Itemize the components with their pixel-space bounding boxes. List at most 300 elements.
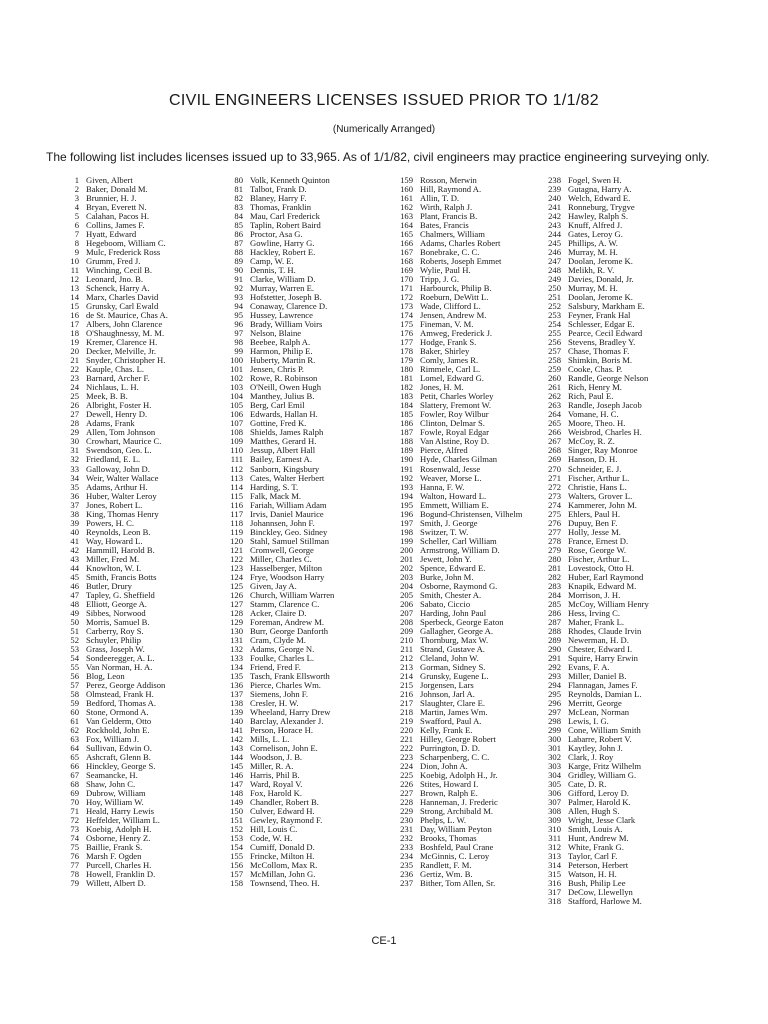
license-entry xyxy=(382,446,522,455)
license-entry xyxy=(212,519,334,528)
license-entry xyxy=(382,492,522,501)
licensee-name: Chester, Edward I. xyxy=(568,644,633,654)
licensee-name: Tapley, G. Sheffield xyxy=(86,590,155,600)
licensee-name: Cram, Clyde M. xyxy=(250,635,306,645)
license-number: 132 xyxy=(230,644,243,654)
license-entry xyxy=(382,320,522,329)
license-entry xyxy=(382,212,522,221)
license-number: 61 xyxy=(70,716,79,726)
license-entry xyxy=(538,753,649,762)
licensee-name: Jewett, John Y. xyxy=(420,554,472,564)
license-number: 155 xyxy=(230,852,243,862)
license-number: 65 xyxy=(70,753,79,762)
license-entry xyxy=(48,717,168,726)
license-entry xyxy=(538,618,649,627)
licensee-name: Crowhart, Maurice C. xyxy=(86,437,162,447)
license-entry xyxy=(538,663,649,672)
license-number: 97 xyxy=(234,329,243,339)
license-number: 222 xyxy=(400,743,413,753)
licensee-name: Taplin, Robert Baird xyxy=(250,221,321,231)
license-entry xyxy=(382,618,522,627)
license-entry xyxy=(382,519,522,528)
license-entry xyxy=(538,401,649,410)
license-entry xyxy=(538,528,649,537)
license-number: 31 xyxy=(70,446,79,456)
license-entry xyxy=(382,419,522,428)
licensee-name: Watson, H. H. xyxy=(568,870,617,880)
license-number: 192 xyxy=(400,473,413,483)
licensee-name: Gifford, Leroy D. xyxy=(568,789,629,799)
license-number: 74 xyxy=(70,834,79,844)
licensee-name: Sperbeck, George Eaton xyxy=(420,617,504,627)
license-entry xyxy=(48,428,168,437)
licensee-name: Smith, J. George xyxy=(420,518,478,528)
license-number: 308 xyxy=(548,807,561,817)
licensee-name: White, Frank G. xyxy=(568,843,624,853)
license-entry xyxy=(382,176,522,185)
license-number: 4 xyxy=(74,203,79,213)
licensee-name: Morris, Samuel B. xyxy=(86,617,150,627)
license-number: 27 xyxy=(70,410,79,420)
license-entry xyxy=(382,401,522,410)
licensee-name: Hoy, William W. xyxy=(86,798,144,808)
license-entry xyxy=(212,699,334,708)
license-number: 54 xyxy=(70,653,79,663)
license-number: 213 xyxy=(400,662,413,672)
license-number: 303 xyxy=(548,762,561,772)
licensee-name: Kauple, Chas. L. xyxy=(86,365,144,375)
licensee-name: Huberty, Martin R. xyxy=(250,356,316,366)
licensee-name: Winching, Cecil B. xyxy=(86,266,153,276)
license-entry xyxy=(212,383,334,392)
licensee-name: Hasselberger, Milton xyxy=(250,563,323,573)
license-entry xyxy=(382,329,522,338)
license-number: 69 xyxy=(70,789,79,799)
license-entry xyxy=(48,780,168,789)
license-entry xyxy=(212,338,334,347)
license-entry xyxy=(382,293,522,302)
license-entry xyxy=(382,284,522,293)
license-number: 102 xyxy=(230,374,243,384)
license-number: 234 xyxy=(400,852,413,862)
license-entry xyxy=(212,257,334,266)
license-entry xyxy=(48,654,168,663)
license-number: 89 xyxy=(234,257,243,267)
licensee-name: Decker, Melville, Jr. xyxy=(86,347,157,357)
license-entry xyxy=(538,798,649,807)
licensee-name: Cooke, Chas. P. xyxy=(568,365,623,375)
licensee-name: Lewis, I. G. xyxy=(568,716,609,726)
license-entry xyxy=(538,293,649,302)
licensee-name: Thornburg, Max W. xyxy=(420,635,489,645)
license-entry xyxy=(382,311,522,320)
license-entry xyxy=(538,266,649,275)
license-number: 143 xyxy=(230,743,243,753)
licensee-name: Feyner, Frank Hal xyxy=(568,311,631,321)
licensee-name: Randlett, F. M. xyxy=(420,861,472,871)
license-number: 316 xyxy=(548,879,561,889)
licensee-name: Grumm, Fred J. xyxy=(86,257,141,267)
licensee-name: Switzer, T. W. xyxy=(420,527,469,537)
licensee-name: Randle, George Nelson xyxy=(568,374,649,384)
license-entry xyxy=(382,266,522,275)
license-entry xyxy=(48,753,168,762)
licensee-name: Irvis, Daniel Maurice xyxy=(250,509,324,519)
license-number: 298 xyxy=(548,716,561,726)
licensee-name: DeCow, Llewellyn xyxy=(568,888,633,898)
license-number: 71 xyxy=(70,807,79,817)
licensee-name: Vomane, H. C. xyxy=(568,410,619,420)
licensee-name: Albers, John Clarence xyxy=(86,320,163,330)
license-entry xyxy=(538,636,649,645)
license-number: 207 xyxy=(400,608,413,618)
license-number: 218 xyxy=(400,707,413,717)
license-number: 265 xyxy=(548,419,561,429)
license-number: 256 xyxy=(548,338,561,348)
license-entry xyxy=(382,771,522,780)
license-entry xyxy=(212,293,334,302)
license-number: 178 xyxy=(400,347,413,357)
license-entry xyxy=(538,428,649,437)
license-entry xyxy=(382,627,522,636)
licensee-name: Hammill, Harold B. xyxy=(86,545,155,555)
license-entry xyxy=(48,726,168,735)
license-number: 98 xyxy=(234,338,243,348)
licensee-name: Miller, Charles C. xyxy=(250,554,312,564)
license-entry xyxy=(538,230,649,239)
licensee-name: Meek, B. B. xyxy=(86,392,128,402)
license-number: 119 xyxy=(230,527,243,537)
license-entry xyxy=(212,762,334,771)
license-number: 187 xyxy=(400,428,413,438)
license-entry xyxy=(48,573,168,582)
license-number: 267 xyxy=(548,437,561,447)
license-number: 19 xyxy=(70,338,79,348)
license-entry xyxy=(212,428,334,437)
licensee-name: Powers, H. C. xyxy=(86,518,134,528)
license-entry xyxy=(212,708,334,717)
license-entry xyxy=(212,816,334,825)
license-entry xyxy=(48,338,168,347)
licensee-name: Adams, Arthur H. xyxy=(86,482,148,492)
license-number: 138 xyxy=(230,698,243,708)
licensee-name: Stamm, Clarence C. xyxy=(250,599,320,609)
license-number: 276 xyxy=(548,518,561,528)
license-number: 145 xyxy=(230,762,243,772)
license-entry xyxy=(538,609,649,618)
license-entry xyxy=(48,672,168,681)
license-entry xyxy=(538,501,649,510)
license-number: 146 xyxy=(230,771,243,781)
licensee-name: Dupuy, Ben F. xyxy=(568,518,618,528)
license-number: 261 xyxy=(548,383,561,393)
license-number: 116 xyxy=(230,500,243,510)
licensee-name: Scheller, Carl William xyxy=(420,536,497,546)
license-number: 81 xyxy=(234,185,243,195)
license-number: 163 xyxy=(400,212,413,222)
license-entry xyxy=(538,708,649,717)
license-number: 191 xyxy=(400,464,413,474)
license-number: 5 xyxy=(74,212,79,222)
license-number: 84 xyxy=(234,212,243,222)
license-number: 312 xyxy=(548,843,561,853)
license-entry xyxy=(212,510,334,519)
license-entry xyxy=(382,645,522,654)
licensee-name: Pearce, Cecil Edward xyxy=(568,329,643,339)
licensee-name: Cromwell, George xyxy=(250,545,314,555)
license-number: 177 xyxy=(400,338,413,348)
licensee-name: Bryan, Everett N. xyxy=(86,203,147,213)
license-number: 68 xyxy=(70,780,79,790)
licensee-name: Murray, M. H. xyxy=(568,284,618,294)
license-entry xyxy=(48,302,168,311)
page-title: CIVIL ENGINEERS LICENSES ISSUED PRIOR TO 1/1/82 xyxy=(169,92,599,109)
licensee-name: Doolan, Jerome K. xyxy=(568,293,633,303)
license-number: 43 xyxy=(70,554,79,564)
license-column-4 xyxy=(538,176,649,906)
license-entry xyxy=(212,690,334,699)
licensee-name: Burke, John M. xyxy=(420,572,474,582)
licensee-name: Chandler, Robert B. xyxy=(250,798,319,808)
licensee-name: Matthes, Gerard H. xyxy=(250,437,317,447)
licensee-name: Amweg, Frederick J. xyxy=(420,329,493,339)
licensee-name: Talbot, Frank D. xyxy=(250,185,307,195)
licensee-name: Kelly, Frank E. xyxy=(420,725,473,735)
license-entry xyxy=(382,636,522,645)
license-entry xyxy=(212,528,334,537)
license-number: 269 xyxy=(548,455,561,465)
licensee-name: Purcell, Charles H. xyxy=(86,861,152,871)
licensee-name: de St. Maurice, Chas A. xyxy=(86,311,168,321)
license-entry xyxy=(48,582,168,591)
license-entry xyxy=(538,690,649,699)
license-number: 32 xyxy=(70,455,79,465)
license-number: 216 xyxy=(400,689,413,699)
licensee-name: Stevens, Bradley Y. xyxy=(568,338,636,348)
licensee-name: Emmett, William E. xyxy=(420,500,489,510)
license-number: 199 xyxy=(400,536,413,546)
licensee-name: Peterson, Herbert xyxy=(568,861,629,871)
licensee-name: Jones, Robert L. xyxy=(86,500,143,510)
license-number: 235 xyxy=(400,861,413,871)
license-number: 211 xyxy=(400,644,413,654)
licensee-name: Perez, George Addison xyxy=(86,680,166,690)
license-entry xyxy=(48,483,168,492)
license-number: 113 xyxy=(230,473,243,483)
license-number: 105 xyxy=(230,401,243,411)
license-entry xyxy=(48,248,168,257)
license-entry xyxy=(538,888,649,897)
licensee-name: Barnard, Archer F. xyxy=(86,374,150,384)
license-number: 13 xyxy=(70,284,79,294)
licensee-name: Grass, Joseph W. xyxy=(86,644,145,654)
license-number: 290 xyxy=(548,644,561,654)
licensee-name: Marsh F. Ogden xyxy=(86,852,142,862)
licensee-name: Dion, John A. xyxy=(420,762,468,772)
licensee-name: Seamancke, H. xyxy=(86,771,138,781)
licensee-name: Christie, Hans L. xyxy=(568,482,627,492)
license-entry xyxy=(382,483,522,492)
licensee-name: Martin, James Wm. xyxy=(420,707,488,717)
license-number: 63 xyxy=(70,734,79,744)
licensee-name: Salsbury, Markham E. xyxy=(568,302,645,312)
license-number: 248 xyxy=(548,266,561,276)
license-entry xyxy=(382,843,522,852)
licensee-name: Strong, Archibald M. xyxy=(420,807,494,817)
license-number: 201 xyxy=(400,554,413,564)
license-entry xyxy=(48,221,168,230)
license-entry xyxy=(382,428,522,437)
license-entry xyxy=(48,699,168,708)
license-number: 57 xyxy=(70,680,79,690)
license-entry xyxy=(382,582,522,591)
license-number: 73 xyxy=(70,825,79,835)
license-number: 254 xyxy=(548,320,561,330)
license-number: 176 xyxy=(400,329,413,339)
license-entry xyxy=(212,717,334,726)
licensee-name: Adams, Charles Robert xyxy=(420,239,501,249)
licensee-name: Palmer, Harold K. xyxy=(568,798,631,808)
license-number: 197 xyxy=(400,518,413,528)
license-number: 280 xyxy=(548,554,561,564)
license-entry xyxy=(212,555,334,564)
licensee-name: Given, Albert xyxy=(86,176,133,185)
license-entry xyxy=(538,645,649,654)
licensee-name: Johannsen, John F. xyxy=(250,518,315,528)
licensee-name: Merritt, George xyxy=(568,698,622,708)
license-entry xyxy=(538,257,649,266)
license-entry xyxy=(538,762,649,771)
license-entry xyxy=(538,861,649,870)
license-number: 274 xyxy=(548,500,561,510)
licensee-name: Blog, Leon xyxy=(86,671,125,681)
license-number: 82 xyxy=(234,194,243,204)
license-entry xyxy=(212,546,334,555)
license-entry xyxy=(212,636,334,645)
licensee-name: Woodson, J. B. xyxy=(250,753,303,762)
license-entry xyxy=(48,176,168,185)
license-entry xyxy=(48,852,168,861)
license-number: 188 xyxy=(400,437,413,447)
license-number: 310 xyxy=(548,825,561,835)
license-entry xyxy=(382,392,522,401)
license-number: 198 xyxy=(400,527,413,537)
licensee-name: Bither, Tom Allen, Sr. xyxy=(420,879,496,889)
licensee-name: Reynolds, Damian L. xyxy=(568,689,642,699)
license-number: 157 xyxy=(230,870,243,880)
licensee-name: Evans, F. A. xyxy=(568,662,610,672)
license-number: 14 xyxy=(70,293,79,303)
license-entry xyxy=(538,248,649,257)
licensee-name: Way, Howard L. xyxy=(86,536,143,546)
license-entry xyxy=(212,374,334,383)
license-entry xyxy=(212,212,334,221)
license-entry xyxy=(48,446,168,455)
license-number: 252 xyxy=(548,302,561,312)
licensee-name: Friedland, E. L. xyxy=(86,455,141,465)
license-entry xyxy=(382,789,522,798)
license-entry xyxy=(212,582,334,591)
license-number: 30 xyxy=(70,437,79,447)
license-number: 122 xyxy=(230,554,243,564)
license-number: 48 xyxy=(70,599,79,609)
licensee-name: Brown, Ralph E. xyxy=(420,789,478,799)
licensee-name: Walters, Grover L. xyxy=(568,491,633,501)
license-number: 244 xyxy=(548,230,561,240)
licensee-name: Gewley, Raymond F. xyxy=(250,816,323,826)
license-number: 313 xyxy=(548,852,561,862)
license-entry xyxy=(212,672,334,681)
license-number: 279 xyxy=(548,545,561,555)
license-number: 75 xyxy=(70,843,79,853)
licensee-name: Dubrow, William xyxy=(86,789,146,799)
license-number: 115 xyxy=(230,491,243,501)
licensee-name: Allen, Hugh S. xyxy=(568,807,620,817)
license-entry xyxy=(48,501,168,510)
license-number: 126 xyxy=(230,590,243,600)
licensee-name: Fox, Harold K. xyxy=(250,789,303,799)
licensee-name: Knapik, Edward M. xyxy=(568,581,637,591)
license-entry xyxy=(48,807,168,816)
license-entry xyxy=(48,419,168,428)
license-number: 95 xyxy=(234,311,243,321)
license-number: 42 xyxy=(70,545,79,555)
license-entry xyxy=(538,311,649,320)
license-number: 193 xyxy=(400,482,413,492)
license-entry xyxy=(538,780,649,789)
licensee-name: Boshfeld, Paul Crane xyxy=(420,843,494,853)
license-entry xyxy=(212,861,334,870)
license-entry xyxy=(382,356,522,365)
license-number: 273 xyxy=(548,491,561,501)
license-number: 129 xyxy=(230,617,243,627)
license-entry xyxy=(48,519,168,528)
license-entry xyxy=(382,762,522,771)
licensee-name: Cornelison, John E. xyxy=(250,743,318,753)
license-entry xyxy=(212,852,334,861)
licensee-name: Frye, Woodson Harry xyxy=(250,572,325,582)
licensee-name: Jensen, Andrew M. xyxy=(420,311,487,321)
license-entry xyxy=(382,528,522,537)
license-entry xyxy=(48,347,168,356)
license-entry xyxy=(538,302,649,311)
license-number: 309 xyxy=(548,816,561,826)
licensee-name: Comly, James R. xyxy=(420,356,479,366)
license-entry xyxy=(382,230,522,239)
license-number: 147 xyxy=(230,780,243,790)
licensee-name: Gowline, Harry G. xyxy=(250,239,315,249)
license-number: 184 xyxy=(400,401,413,411)
license-number: 104 xyxy=(230,392,243,402)
license-number: 159 xyxy=(400,176,413,185)
license-number: 224 xyxy=(400,762,413,772)
license-entry xyxy=(382,681,522,690)
license-entry xyxy=(538,564,649,573)
license-number: 94 xyxy=(234,302,243,312)
license-entry xyxy=(212,392,334,401)
license-entry xyxy=(48,257,168,266)
licensee-name: Hill, Louis C. xyxy=(250,825,298,835)
licensee-name: Maher, Frank L. xyxy=(568,617,624,627)
license-number: 51 xyxy=(70,626,79,636)
license-number: 128 xyxy=(230,608,243,618)
license-number: 179 xyxy=(400,356,413,366)
license-number: 78 xyxy=(70,870,79,880)
license-number: 9 xyxy=(74,248,79,258)
license-number: 15 xyxy=(70,302,79,312)
license-number: 212 xyxy=(400,653,413,663)
licensee-name: Hyde, Charles Gilman xyxy=(420,455,498,465)
